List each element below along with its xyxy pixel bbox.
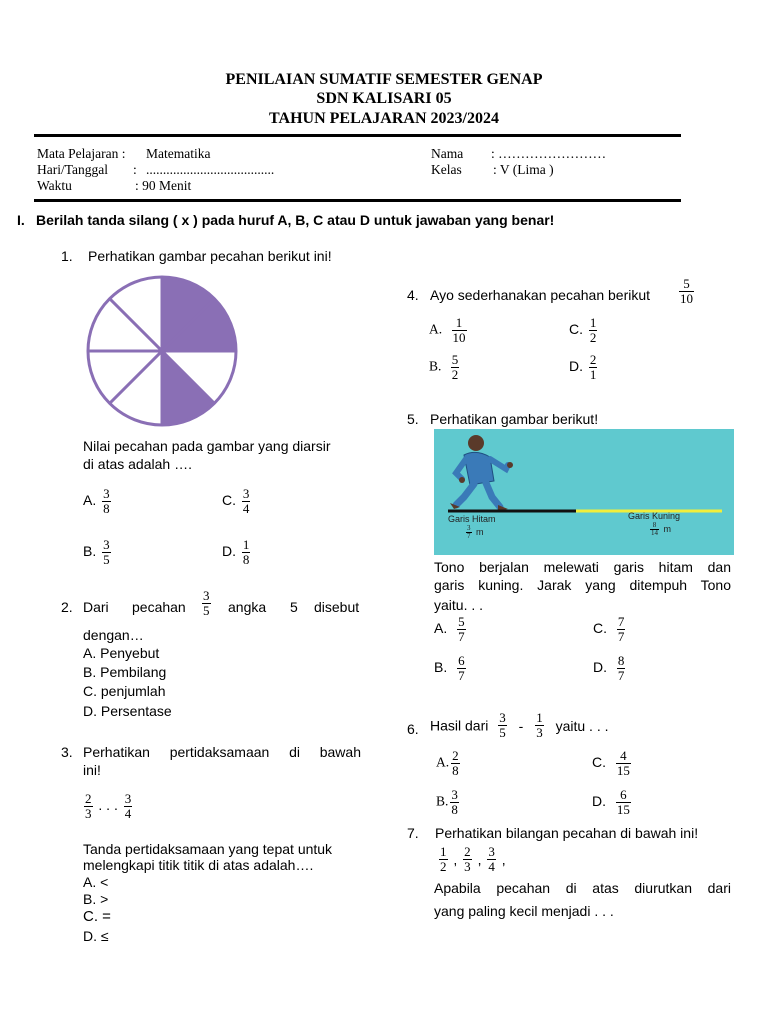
q3-text-line1: Perhatikan pertidaksamaan di bawah — [83, 744, 361, 760]
q6-option-b[interactable]: B. $\frac{3}{8}$ — [436, 787, 458, 817]
yellow-line-length: $\frac{8}{14}$ m — [651, 521, 672, 537]
black-line-length: $\frac{3}{7}$ m — [467, 524, 484, 540]
date-colon: : — [133, 162, 137, 177]
q2-word-5: 5 — [290, 599, 298, 615]
section-number: I. — [17, 212, 25, 228]
q3-option-b[interactable]: B. > — [83, 891, 109, 907]
q1-option-d[interactable]: D. $\frac{1}{8}$ — [222, 537, 250, 567]
exam-title: PENILAIAN SUMATIF SEMESTER GENAP — [225, 71, 543, 88]
q1-number: 1. — [61, 248, 73, 264]
q4-option-d[interactable]: D. $\frac{2}{1}$ — [569, 352, 597, 382]
q5-option-b[interactable]: B. $\frac{6}{7}$ — [434, 653, 465, 683]
q4-option-b[interactable]: B. $\frac{5}{2}$ — [429, 352, 459, 382]
q6-option-c[interactable]: C. $\frac{4}{15}$ — [592, 748, 630, 778]
q2-option-b[interactable]: B. Pembilang — [83, 664, 167, 680]
q4-option-c[interactable]: C. $\frac{1}{2}$ — [569, 315, 597, 345]
q5-option-d[interactable]: D. $\frac{8}{7}$ — [593, 653, 625, 683]
q7-fractions: $\frac{1}{2}$ , $\frac{2}{3}$ , $\frac{3}{4}$ , — [440, 844, 506, 874]
q5-option-c[interactable]: C. $\frac{7}{7}$ — [593, 614, 625, 644]
q2-word-dari: Dari — [83, 599, 109, 615]
section-instruction: Berilah tanda silang ( x ) pada huruf A, B, C atau D untuk jawaban yang benar! — [36, 212, 555, 228]
q1-option-a[interactable]: A. $\frac{3}{8}$ — [83, 486, 110, 516]
q2-option-c[interactable]: C. penjumlah — [83, 683, 166, 699]
time-value: : 90 Menit — [135, 178, 192, 193]
q6-number: 6. — [407, 721, 419, 737]
academic-year: TAHUN PELAJARAN 2023/2024 — [269, 110, 499, 127]
q3-prompt-line2: melengkapi titik titik di atas adalah…. — [83, 857, 314, 873]
class-value: : V (Lima ) — [493, 162, 554, 177]
q7-text: Perhatikan bilangan pecahan di bawah ini! — [435, 825, 699, 841]
header-top-rule — [34, 134, 681, 137]
q3-inequality: $\frac{2}{3}$ . . . $\frac{3}{4}$ — [85, 791, 132, 821]
q7-prompt-line1: Apabila pecahan di atas diurutkan dari — [434, 880, 731, 896]
q3-option-a[interactable]: A. < — [83, 874, 109, 890]
q2-word-dengan: dengan… — [83, 627, 144, 643]
q1-prompt-line2: di atas adalah …. — [83, 456, 192, 472]
q2-word-disebut: disebut — [314, 599, 360, 615]
q4-number: 4. — [407, 287, 419, 303]
q3-number: 3. — [61, 744, 73, 760]
q2-option-a[interactable]: A. Penyebut — [83, 645, 160, 661]
black-line-label: Garis Hitam — [448, 514, 496, 524]
q1-text: Perhatikan gambar pecahan berikut ini! — [88, 248, 332, 264]
q2-fraction: $\frac{3}{5}$ — [203, 588, 210, 618]
q3-option-c[interactable]: C. = — [83, 908, 111, 925]
q1-option-c[interactable]: C. $\frac{3}{4}$ — [222, 486, 250, 516]
date-label: Hari/Tanggal — [37, 162, 109, 177]
q5-text: Perhatikan gambar berikut! — [430, 411, 599, 427]
person-icon — [450, 435, 513, 511]
q4-fraction: $\frac{5}{10}$ — [680, 276, 693, 306]
walking-figure — [434, 429, 734, 555]
q3-prompt-line1: Tanda pertidaksamaan yang tepat untuk — [83, 841, 333, 857]
date-field[interactable]: ...................................... — [146, 162, 275, 177]
fraction-circle — [82, 274, 242, 434]
q7-number: 7. — [407, 825, 419, 841]
q2-word-angka: angka — [228, 599, 267, 615]
q5-option-a[interactable]: A. $\frac{5}{7}$ — [434, 614, 465, 644]
q5-prompt-line3: yaitu. . . — [434, 597, 484, 613]
q5-prompt-line2: garis kuning. Jarak yang ditempuh Tono — [434, 577, 731, 593]
q6-option-d[interactable]: D. $\frac{6}{15}$ — [592, 787, 630, 817]
q1-prompt-line1: Nilai pecahan pada gambar yang diarsir — [83, 438, 331, 454]
name-label: Nama — [431, 146, 464, 161]
q5-prompt-line1: Tono berjalan melewati garis hitam dan — [434, 559, 731, 575]
q2-option-d[interactable]: D. Persentase — [83, 703, 172, 719]
q4-text: Ayo sederhanakan pecahan berikut — [430, 287, 651, 303]
q4-option-a[interactable]: A. $\frac{1}{10}$ — [429, 315, 466, 345]
q5-number: 5. — [407, 411, 419, 427]
q7-prompt-line2: yang paling kecil menjadi . . . — [434, 903, 614, 919]
yellow-line-label: Garis Kuning — [628, 511, 681, 521]
class-label: Kelas — [431, 162, 462, 177]
q2-word-pecahan: pecahan — [132, 599, 186, 615]
shaded-sector-3 — [162, 351, 214, 425]
q3-option-d[interactable]: D. ≤ — [83, 928, 109, 944]
q2-number: 2. — [61, 599, 73, 615]
subject-value: Matematika — [146, 146, 211, 161]
q6-option-a[interactable]: A. $\frac{2}{8}$ — [436, 748, 459, 778]
header-bottom-rule — [34, 199, 681, 202]
school-name: SDN KALISARI 05 — [316, 90, 452, 107]
name-field[interactable]: : …………………… — [491, 146, 607, 161]
time-label: Waktu — [37, 178, 72, 193]
q6-expression: Hasil dari $\frac{3}{5}$ - $\frac{1}{3}$ yaitu . . . — [430, 710, 609, 740]
subject-label: Mata Pelajaran : — [37, 146, 126, 161]
q3-text-line2: ini! — [83, 762, 101, 778]
q1-option-b[interactable]: B. $\frac{3}{5}$ — [83, 537, 110, 567]
